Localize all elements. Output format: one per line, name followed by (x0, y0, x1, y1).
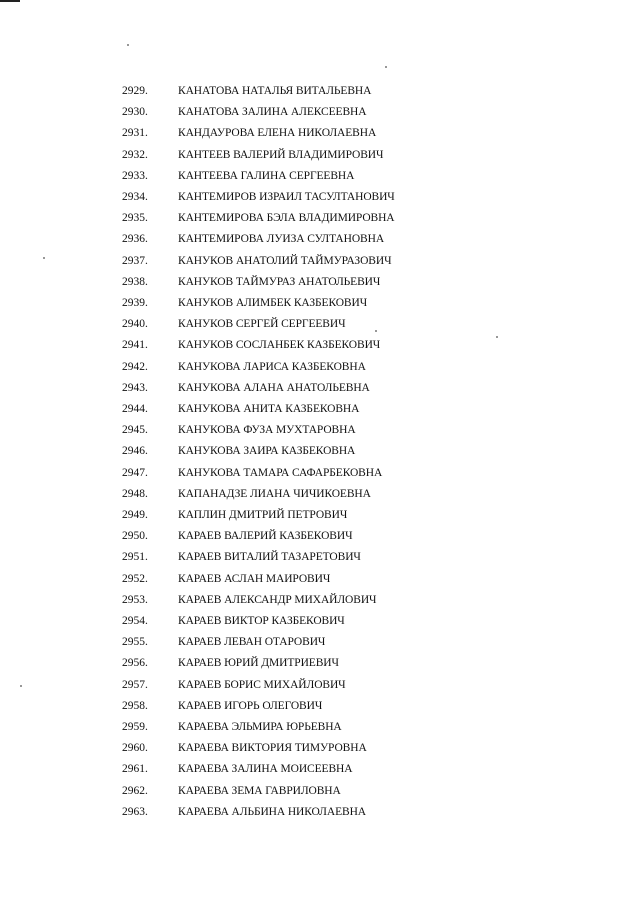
list-item (0, 441, 639, 462)
entry-number: 2933. (122, 169, 148, 182)
list-item (0, 505, 639, 526)
entry-name: КАНУКОВА ЗАИРА КАЗБЕКОВНА (178, 445, 356, 458)
entry-number: 2931. (122, 127, 148, 140)
entry-name: КАНУКОВ СЕРГЕЙ СЕРГЕЕВИЧ (178, 318, 346, 331)
list-item (0, 251, 639, 272)
entry-name: КАРАЕВА ЗЕМА ГАВРИЛОВНА (178, 784, 341, 797)
list-item (0, 145, 639, 166)
list-item (0, 378, 639, 399)
entry-number: 2929. (122, 85, 148, 97)
entry-number: 2934. (122, 191, 148, 203)
entry-name: КАНУКОВ АНАТОЛИЙ ТАЙМУРАЗОВИЧ (178, 254, 392, 267)
list-item (0, 675, 639, 696)
entry-name: КАНУКОВА ФУЗА МУХТАРОВНА (178, 424, 356, 437)
entry-number: 2942. (122, 360, 148, 373)
entry-number: 2947. (122, 466, 148, 479)
list-item (0, 717, 639, 738)
entry-name: КАРАЕВА ЗАЛИНА МОИСЕЕВНА (178, 763, 353, 776)
entry-number: 2954. (122, 615, 148, 627)
entry-number: 2946. (122, 445, 148, 458)
list-item (0, 229, 639, 250)
entry-name: КАРАЕВ ВАЛЕРИЙ КАЗБЕКОВИЧ (178, 530, 353, 543)
entry-number: 2959. (122, 721, 148, 733)
list-item (0, 781, 639, 802)
list-item (0, 314, 639, 335)
list-item (0, 81, 639, 102)
entry-name: КАРАЕВ ЛЕВАН ОТАРОВИЧ (178, 636, 326, 649)
list-item (0, 759, 639, 780)
entry-number: 2953. (122, 593, 148, 606)
entry-number: 2950. (122, 530, 148, 543)
entry-name: КАНАТОВА НАТАЛЬЯ ВИТАЛЬЕВНА (178, 85, 372, 97)
scan-speck (385, 66, 387, 68)
entry-number: 2940. (122, 318, 148, 331)
list-item (0, 611, 639, 632)
list-item (0, 463, 639, 484)
entry-number: 2935. (122, 212, 148, 225)
entry-name: КАРАЕВ АЛЕКСАНДР МИХАЙЛОВИЧ (178, 593, 377, 606)
entry-name: КАРАЕВ ЮРИЙ ДМИТРИЕВИЧ (178, 657, 339, 670)
entry-name: КАНДАУРОВА ЕЛЕНА НИКОЛАЕВНА (178, 127, 377, 140)
entry-number: 2951. (122, 551, 148, 564)
entry-name: КАНУКОВ ТАЙМУРАЗ АНАТОЛЬЕВИЧ (178, 275, 381, 288)
entry-number: 2941. (122, 339, 148, 352)
list-item (0, 590, 639, 611)
entry-name: КАПАНАДЗЕ ЛИАНА ЧИЧИКОЕВНА (178, 487, 371, 500)
entry-number: 2957. (122, 678, 148, 691)
scan-corner-mark (0, 0, 20, 2)
entry-number: 2932. (122, 148, 148, 161)
entry-name: КАРАЕВ ВИКТОР КАЗБЕКОВИЧ (178, 615, 345, 627)
entry-name: КАРАЕВ ВИТАЛИЙ ТАЗАРЕТОВИЧ (178, 551, 361, 564)
entry-name: КАНТЕМИРОВА ЛУИЗА СУЛТАНОВНА (178, 233, 385, 246)
list-item (0, 569, 639, 590)
list-item (0, 357, 639, 378)
list-item (0, 802, 639, 823)
entry-number: 2961. (122, 763, 148, 776)
entry-name: КАНУКОВА АЛАНА АНАТОЛЬЕВНА (178, 381, 370, 394)
entry-number: 2939. (122, 297, 148, 309)
scan-speck (127, 44, 129, 46)
list-item (0, 166, 639, 187)
entry-number: 2938. (122, 275, 148, 288)
list-item (0, 420, 639, 441)
entry-name: КАРАЕВА ЭЛЬМИРА ЮРЬЕВНА (178, 721, 342, 733)
entry-name: КАНТЕЕВ ВАЛЕРИЙ ВЛАДИМИРОВИЧ (178, 148, 384, 161)
entry-number: 2944. (122, 403, 148, 415)
list-item (0, 208, 639, 229)
entry-number: 2936. (122, 233, 148, 246)
entry-number: 2955. (122, 636, 148, 649)
entry-number: 2963. (122, 805, 148, 818)
list-item (0, 335, 639, 356)
entry-number: 2937. (122, 254, 148, 267)
list-item (0, 293, 639, 314)
entry-number: 2930. (122, 106, 148, 119)
list-item (0, 738, 639, 759)
entry-number: 2958. (122, 699, 148, 712)
list-item (0, 696, 639, 717)
list-item (0, 123, 639, 144)
list-item (0, 102, 639, 123)
entry-number: 2956. (122, 657, 148, 670)
entry-name: КАНУКОВ АЛИМБЕК КАЗБЕКОВИЧ (178, 297, 368, 309)
entry-number: 2945. (122, 424, 148, 437)
list-item (0, 632, 639, 653)
entry-name: КАПЛИН ДМИТРИЙ ПЕТРОВИЧ (178, 509, 348, 521)
entry-name: КАНУКОВА АНИТА КАЗБЕКОВНА (178, 403, 360, 415)
entry-name: КАНТЕЕВА ГАЛИНА СЕРГЕЕВНА (178, 169, 355, 182)
entry-name: КАНУКОВА ЛАРИСА КАЗБЕКОВНА (178, 360, 366, 373)
entry-name: КАНУКОВ СОСЛАНБЕК КАЗБЕКОВИЧ (178, 339, 381, 352)
entry-name: КАНТЕМИРОВ ИЗРАИЛ ТАСУЛТАНОВИЧ (178, 191, 395, 203)
entry-name: КАРАЕВ ИГОРЬ ОЛЕГОВИЧ (178, 699, 323, 712)
entry-name: КАНУКОВА ТАМАРА САФАРБЕКОВНА (178, 466, 383, 479)
entry-number: 2952. (122, 572, 148, 585)
entry-number: 2960. (122, 742, 148, 755)
entry-number: 2962. (122, 784, 148, 797)
entry-name: КАНАТОВА ЗАЛИНА АЛЕКСЕЕВНА (178, 106, 367, 119)
entry-name: КАНТЕМИРОВА БЭЛА ВЛАДИМИРОВНА (178, 212, 395, 225)
list-item (0, 484, 639, 505)
entry-number: 2949. (122, 509, 148, 521)
list-item (0, 653, 639, 674)
list-item (0, 187, 639, 208)
entry-name: КАРАЕВ БОРИС МИХАЙЛОВИЧ (178, 678, 346, 691)
list-item (0, 526, 639, 547)
entry-name: КАРАЕВ АСЛАН МАИРОВИЧ (178, 572, 331, 585)
entry-name: КАРАЕВА АЛЬБИНА НИКОЛАЕВНА (178, 805, 366, 818)
list-item (0, 399, 639, 420)
entry-name: КАРАЕВА ВИКТОРИЯ ТИМУРОВНА (178, 742, 367, 755)
list-item (0, 547, 639, 568)
list-item (0, 272, 639, 293)
entry-number: 2943. (122, 381, 148, 394)
entry-number: 2948. (122, 487, 148, 500)
